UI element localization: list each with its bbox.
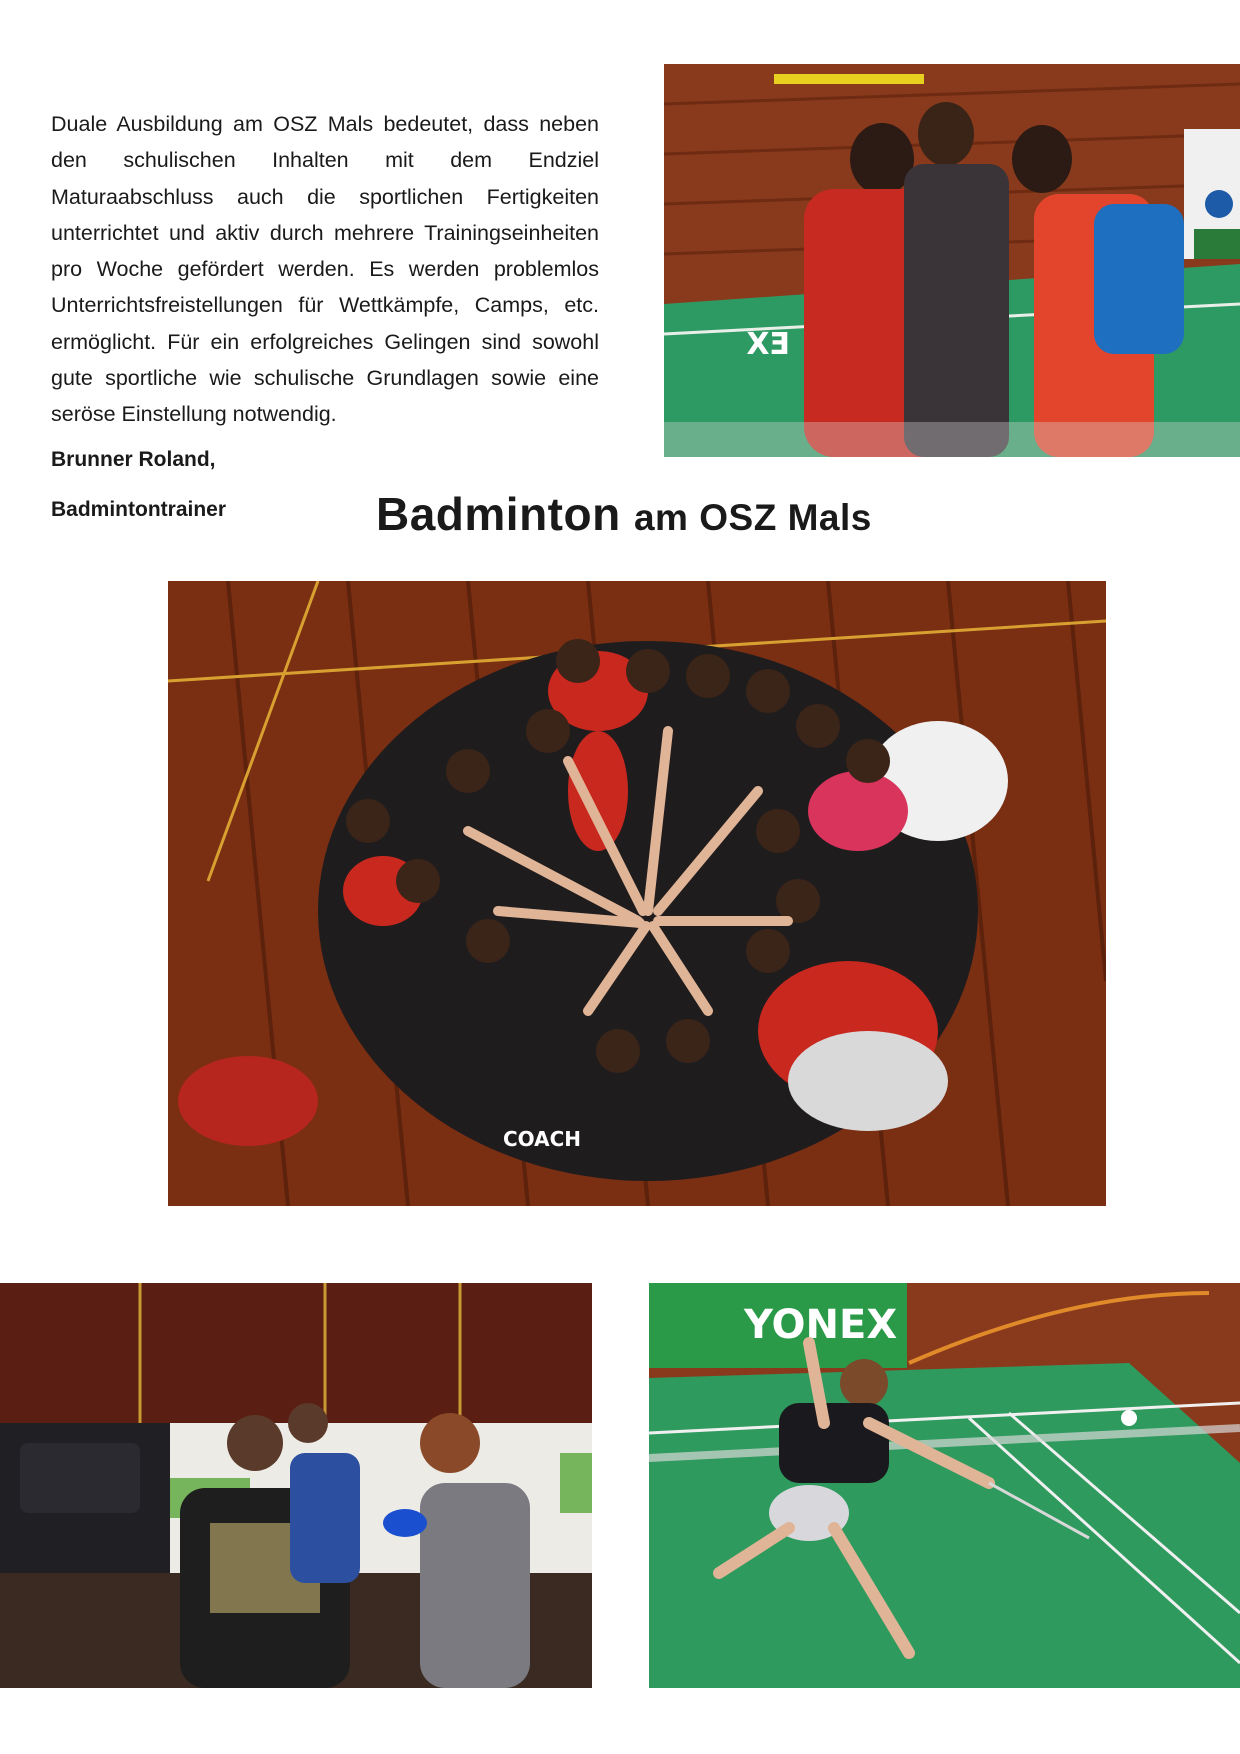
page-title — [376, 487, 872, 541]
photo-tv-interview — [0, 1283, 592, 1688]
intro-paragraph: Duale Ausbildung am OSZ Mals bedeutet, dass neben den schulischen Inhalten mit dem Endziel Maturaabschluss auch die sportlichen Fertigkeiten unterrichtet und aktiv durch mehrere Trainingseinheiten pro Woche gefördert werden. Es werden problemlos Unterrichtsfreistellungen für Wettkämpfe, Camps, etc. ermöglicht. Für ein erfolgreiches Gelingen sind sowohl gute sportliche wie schulische Grundlagen sowie eine seröse Einstellung notwendig. — [51, 112, 599, 427]
author-role: Badmintontrainer — [51, 498, 227, 521]
author-name: Brunner Roland, — [51, 448, 216, 471]
title-main: Badminton — [376, 488, 621, 540]
title-rest: am OSZ Mals — [633, 497, 872, 538]
coach-shirt-text: COACH — [503, 1127, 582, 1151]
court-text: EX — [746, 327, 790, 362]
photo-coaches-talking — [664, 64, 1240, 457]
yonex-banner-text: YONEX — [744, 1302, 898, 1348]
photo-player-lunge — [649, 1283, 1240, 1688]
photo-team-huddle — [168, 581, 1106, 1206]
